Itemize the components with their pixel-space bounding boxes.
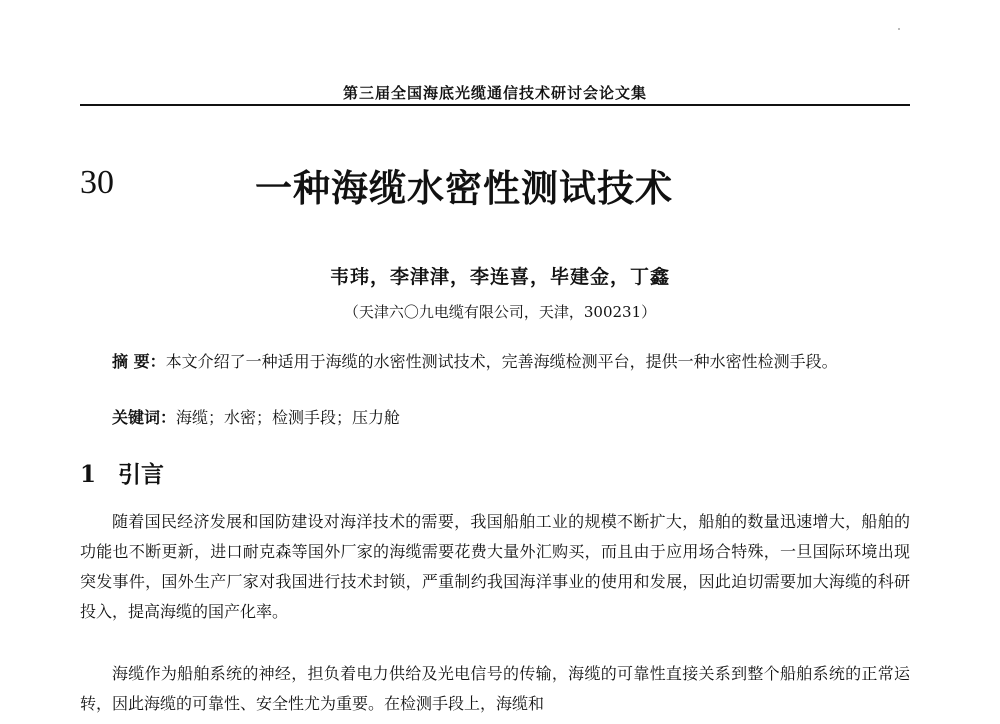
body-paragraph: 随着国民经济发展和国防建设对海洋技术的需要，我国船舶工业的规模不断扩大，船舶的数量迅速增大，船舶的功能也不断更新，进口耐克森等国外厂家的海缆需要花费大量外汇购买，而且由于应用场合特殊，一旦国际环境出现突发事件，国外生产厂家对我国进行技术封锁，严重制约我国海洋事业的使用和发展，因此迫切需要加大海缆的科研投入，提高海缆的国产化率。 — [80, 512, 910, 621]
header-rule — [80, 104, 910, 106]
paper-number: 30 — [80, 164, 114, 201]
keywords — [80, 404, 910, 432]
keywords-text: 海缆；水密；检测手段；压力舱 — [176, 408, 401, 427]
abstract — [80, 348, 910, 376]
section-title: 引言 — [118, 461, 165, 488]
scan-speck — [898, 28, 900, 30]
paper-title: 一种海缆水密性测试技术 — [255, 166, 673, 210]
keywords-label: 关键词： — [112, 408, 177, 427]
author-list: 韦玮，李津津，李连喜，毕建金，丁鑫 — [329, 266, 670, 288]
affiliation: （天津六〇九电缆有限公司，天津，300231） — [343, 303, 657, 321]
running-header: 第三届全国海底光缆通信技术研讨会论文集 — [342, 84, 647, 102]
body-paragraph: 海缆作为船舶系统的神经，担负着电力供给及光电信号的传输，海缆的可靠性直接关系到整个船舶系统的正常运转，因此海缆的可靠性、安全性尤为重要。在检测手段上，海缆和 — [80, 664, 910, 713]
abstract-label: 摘 要： — [112, 352, 166, 371]
abstract-text: 本文介绍了一种适用于海缆的水密性测试技术，完善海缆检测平台，提供一种水密性检测手段。 — [165, 352, 838, 371]
section-number: 1 — [80, 461, 97, 488]
section-heading — [80, 456, 164, 489]
